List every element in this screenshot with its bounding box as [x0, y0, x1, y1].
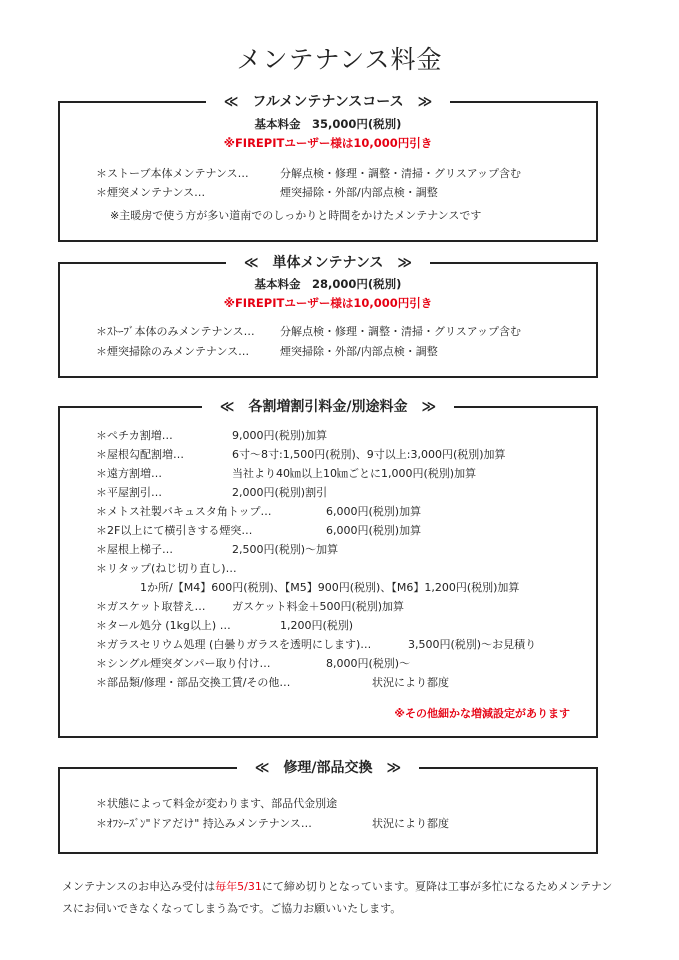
- single-base-price: 基本料金 28,000円(税別): [254, 277, 402, 291]
- item-detail: 状況により都度: [372, 817, 449, 830]
- item-name: ＊ストーブ本体メンテナンス…: [96, 167, 249, 180]
- footer-text-after: にて締め切りとなっています。夏降は工事が多忙になるためメンテナンスにお伺いできなくなってしまう為です。ご協力お願いいたします。: [62, 880, 613, 915]
- full-course-heading: ≪ フルメンテナンスコース ≫: [206, 94, 451, 110]
- full-course-item-stove: [96, 165, 522, 181]
- item-detail: 煙突掃除・外部/内部点検・調整: [280, 345, 438, 358]
- full-course-box: [58, 94, 598, 242]
- page-title: メンテナンス料金: [236, 45, 443, 74]
- full-course-item-chimney: [96, 184, 438, 200]
- surcharge-name: ＊ガスケット取替え…: [96, 600, 206, 613]
- surcharge-name: ＊メトス社製バキュスタ角トップ…: [96, 505, 272, 518]
- surcharge-row: [96, 503, 422, 519]
- surcharge-value: 3,500円(税別)～お見積り: [408, 638, 537, 651]
- surcharge-name: ＊ペチカ割増…: [96, 429, 173, 442]
- single-item-stove: [96, 323, 522, 339]
- surcharge-row: [96, 598, 405, 614]
- surcharge-row: [96, 522, 422, 538]
- surcharge-name: ＊平屋割引…: [96, 486, 162, 499]
- full-course-base-price: 基本料金 35,000円(税別): [254, 117, 402, 131]
- full-course-discount: ※FIREPITユーザー様は10,000円引き: [223, 136, 433, 150]
- repair-item-condition: ＊状態によって料金が変わります、部品代金別途: [96, 797, 338, 810]
- surcharge-value: 2,500円(税別)～加算: [232, 543, 339, 556]
- surcharge-row: [96, 636, 537, 652]
- item-name: ＊煙突メンテナンス…: [96, 186, 206, 199]
- surcharge-name: ＊部品類/修理・部品交換工賃/その他…: [96, 676, 291, 689]
- surcharge-name: ＊リタップ(ねじ切り直し)…: [96, 562, 237, 575]
- surcharge-row: [96, 655, 411, 671]
- footer-notice: [62, 876, 622, 920]
- surcharge-row: [96, 446, 506, 462]
- repair-item-door: [96, 815, 449, 831]
- surcharge-row: [96, 541, 339, 557]
- surcharge-name: ＊遠方割増…: [96, 467, 162, 480]
- surcharge-value: 1か所/【M4】600円(税別)、【M5】900円(税別)、【M6】1,200円(税別)加算: [140, 581, 520, 594]
- single-maintenance-heading: ≪ 単体メンテナンス ≫: [226, 255, 430, 271]
- surcharge-name: ＊屋根勾配割増…: [96, 448, 184, 461]
- single-maintenance-box: [58, 255, 598, 378]
- surcharge-name: ＊タール処分 (1kg以上) …: [96, 619, 231, 632]
- item-name: ＊ｽﾄｰﾌﾞ本体のみメンテナンス…: [96, 325, 255, 338]
- surcharge-value: 6,000円(税別)加算: [326, 505, 422, 518]
- footer-text-before: メンテナンスのお申込み受付は: [62, 880, 216, 893]
- surcharge-name: ＊屋根上梯子…: [96, 543, 173, 556]
- footer-deadline: 毎年5/31: [215, 880, 262, 893]
- surcharge-value: 6,000円(税別)加算: [326, 524, 422, 537]
- surcharge-value: ガスケット料金＋500円(税別)加算: [232, 600, 405, 613]
- surcharge-value: 6寸～8寸:1,500円(税別)、9寸以上:3,000円(税別)加算: [232, 448, 506, 461]
- repair-box: [58, 760, 598, 854]
- surcharge-value: 8,000円(税別)～: [326, 657, 411, 670]
- surcharges-note: ※その他細かな増減設定があります: [394, 707, 570, 720]
- single-discount: ※FIREPITユーザー様は10,000円引き: [223, 296, 433, 310]
- item-name: ＊煙突掃除のみメンテナンス…: [96, 345, 250, 358]
- item-name: ＊ｵﾌｼｰｽﾞﾝ"ドアだけ" 持込みメンテナンス…: [96, 817, 312, 830]
- item-detail: 分解点検・修理・調整・清掃・グリスアップ含む: [280, 167, 522, 180]
- surcharge-name: ＊ガラスセリウム処理 (白曇りガラスを透明にします)…: [96, 638, 372, 651]
- surcharge-value: 9,000円(税別)加算: [232, 429, 328, 442]
- surcharge-value: 2,000円(税別)割引: [232, 486, 328, 499]
- surcharge-row: [96, 560, 237, 576]
- surcharge-value: 1,200円(税別): [280, 619, 354, 632]
- surcharge-name: ＊シングル煙突ダンパー取り付け…: [96, 657, 271, 670]
- surcharge-row: [96, 427, 328, 443]
- repair-heading: ≪ 修理/部品交換 ≫: [237, 760, 419, 776]
- surcharge-value: 当社より40㎞以上10㎞ごとに1,000円(税別)加算: [232, 467, 477, 480]
- single-item-chimney: [96, 343, 438, 359]
- surcharge-value: 状況により都度: [372, 676, 449, 689]
- surcharge-row: [96, 674, 449, 690]
- surcharges-heading: ≪ 各割増割引料金/別途料金 ≫: [202, 399, 454, 415]
- surcharge-row: [96, 465, 477, 481]
- item-detail: 分解点検・修理・調整・清掃・グリスアップ含む: [280, 325, 522, 338]
- surcharges-box: [58, 399, 598, 738]
- full-course-note: ※主暖房で使う方が多い道南でのしっかりと時間をかけたメンテナンスです: [110, 209, 482, 222]
- item-detail: 煙突掃除・外部/内部点検・調整: [280, 186, 438, 199]
- surcharge-row: [96, 617, 354, 633]
- surcharge-row: [96, 484, 328, 500]
- surcharge-name: ＊2F以上にて横引きする煙突…: [96, 524, 253, 537]
